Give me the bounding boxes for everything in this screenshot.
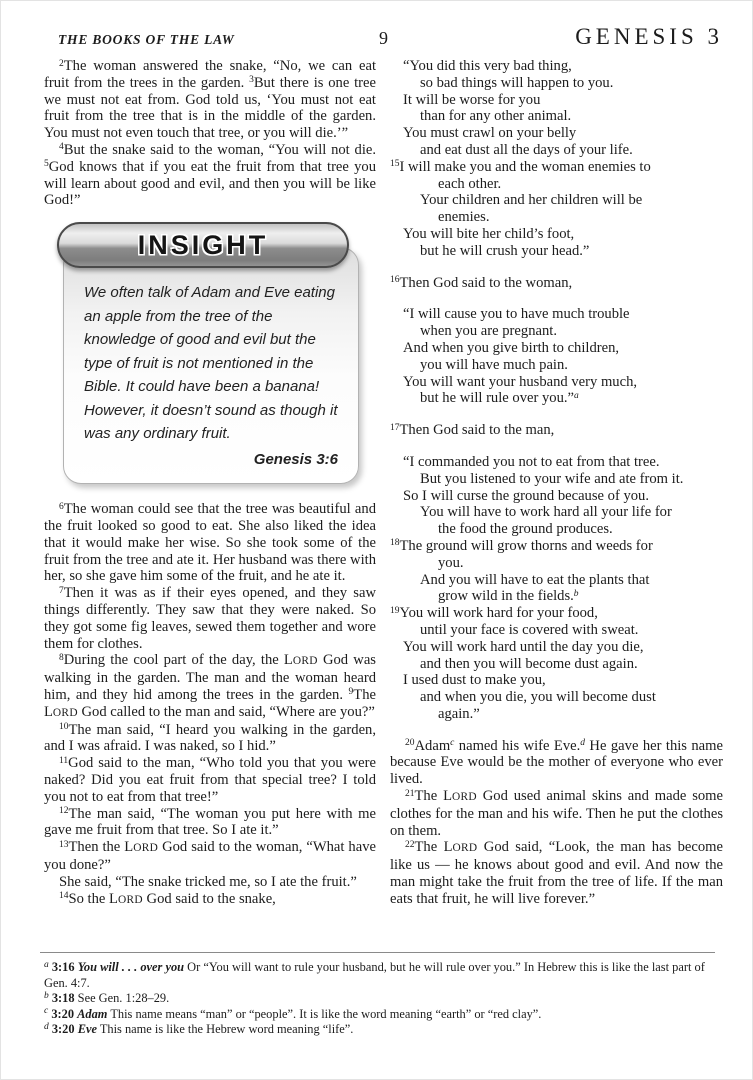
- poetry-block: [390, 454, 723, 723]
- footnote-list: [44, 960, 715, 1038]
- poetry-line: you.: [438, 554, 464, 571]
- poetry-line: You must crawl on your belly: [403, 125, 577, 142]
- verse-number: 13: [59, 839, 69, 850]
- verse-paragraph: $^{13}$Then the LORD God said to the woman, “What have you done?”: [44, 839, 376, 873]
- poetry-line: each other.: [438, 175, 502, 192]
- poetry-line: so bad things will happen to you.: [420, 74, 614, 91]
- poetry-line: $^{18}$The ground will grow thorns and weeds for: [390, 537, 653, 554]
- verse-number: 14: [59, 891, 69, 901]
- footnote: $^b$ 3:18 See Gen. 1:28–29.: [44, 990, 170, 1006]
- poetry-line: enemies.: [438, 209, 490, 226]
- footnote-ref: c: [450, 738, 455, 749]
- verse-paragraph: $^6$The woman could see that the tree was beautiful and the fruit looked so good to eat. She also liked the idea that it would make her wise. So she took some of the fruit from the tree and ate it. Her husband was there with her, so she gave him some of the fruit, and he ate it.: [44, 501, 376, 585]
- verse-number: 11: [59, 755, 69, 766]
- footnote-letter: b: [44, 990, 49, 1001]
- footnote-term: Adam: [77, 1006, 108, 1021]
- poetry-line: and then you will become dust again.: [420, 655, 638, 672]
- lord-smallcaps: LORD: [443, 788, 477, 805]
- poetry-line: $^{15}$I will make you and the woman enemies to: [390, 158, 651, 175]
- verse-paragraph: She said, “The snake tricked me, so I ate the fruit.”: [59, 873, 357, 890]
- footnote-term: Eve: [77, 1022, 97, 1037]
- stanza-spacer: [390, 723, 723, 738]
- footnotes-section: [40, 952, 715, 1038]
- poetry-line: “I commanded you not to eat from that tree.: [403, 453, 660, 470]
- verse-paragraph: $^{11}$God said to the man, “Who told you that you were naked? Did you eat fruit from that special tree? I told you not to eat from that tree!”: [44, 755, 376, 805]
- lord-smallcaps: LORD: [443, 839, 478, 856]
- verses-after-insight: [44, 501, 376, 908]
- poetry-line: Your children and her children will be: [420, 192, 643, 209]
- poetry-line: You will have to work hard all your life for: [420, 504, 672, 521]
- verse-number: 10: [59, 722, 69, 733]
- footnote: $^a$ 3:16 You will . . . over you Or “You will want to rule your husband, but he will rule over you.” In Hebrew this is like the last part of Gen. 4:7.: [44, 959, 705, 990]
- stanza-spacer: [390, 407, 723, 422]
- footnote-ref: b: [573, 588, 579, 599]
- left-column: [44, 58, 376, 952]
- poetry-line: when you are pregnant.: [420, 323, 557, 340]
- poetry-line: You will work hard until the day you die,: [403, 638, 644, 655]
- footnote-letter: a: [44, 959, 49, 970]
- verse-paragraph: $^{14}$So the LORD God said to the snake,: [59, 890, 276, 907]
- verse-number: 15: [390, 159, 400, 170]
- poetry-line: you will have much pain.: [420, 356, 568, 373]
- poetry-line: and eat dust all the days of your life.: [420, 141, 633, 158]
- page-header: [44, 24, 723, 54]
- lord-smallcaps: LORD: [124, 839, 159, 856]
- verse-paragraph: $^4$But the snake said to the woman, “You will not die. $^5$God knows that if you eat the fruit from that tree you will learn about good and evil, and then you will be like God!”: [44, 141, 376, 209]
- stanza-spacer: [390, 439, 723, 454]
- verse-paragraph: $^{20}$Adam$^c$ named his wife Eve.$^d$ He gave her this name because Eve would be the mother of everyone who ever lived.: [390, 737, 723, 788]
- verse-number: 12: [59, 806, 69, 817]
- insight-reference: Genesis 3:6: [253, 450, 338, 468]
- insight-title: INSIGHT: [137, 229, 269, 260]
- footnote: $^d$ 3:20 Eve This name is like the Hebrew word meaning “life”.: [44, 1021, 354, 1037]
- verse-paragraph: $^{12}$The man said, “The woman you put here with me gave me fruit from that tree. So I ate it.”: [44, 805, 376, 839]
- lord-smallcaps: LORD: [109, 890, 143, 907]
- poetry-line: $^{16}$Then God said to the woman,: [390, 274, 573, 291]
- footnote-ref: d: [580, 738, 586, 749]
- poetry-block: [390, 306, 723, 407]
- poetry-line: And when you give birth to children,: [403, 339, 620, 356]
- footnote-verse-ref: 3:18: [51, 991, 75, 1006]
- verse-paragraph: $^2$The woman answered the snake, “No, we can eat fruit from the trees in the garden. $^3$But there is one tree we must not eat from. God told us, ‘You must not eat fruit from the tree that is in the middle of the garden. You must not even touch that tree, or you will die.’”: [44, 58, 376, 142]
- verse-number: 16: [390, 275, 400, 286]
- poetry-line: the food the ground produces.: [438, 521, 613, 538]
- poetry-line: but he will rule over you.”$^a$: [420, 390, 579, 407]
- poetry-line: but he will crush your head.”: [420, 242, 590, 259]
- poetry-line: than for any other animal.: [420, 108, 572, 125]
- poetry-line: “You did this very bad thing,: [403, 58, 572, 74]
- poetry-line: I used dust to make you,: [403, 672, 546, 689]
- poetry-line: “I will cause you to have much trouble: [403, 306, 630, 323]
- insight-title-pill: [57, 222, 349, 268]
- verses-before-insight: [44, 58, 376, 209]
- verse-number: 5: [44, 159, 49, 170]
- right-column: [390, 58, 723, 952]
- chapter-heading: GENESIS 3: [575, 24, 723, 49]
- poetry-line: and when you die, you will become dust: [420, 689, 656, 706]
- poetry-line: You will bite her child’s foot,: [403, 225, 575, 242]
- verse-number: 22: [405, 839, 415, 850]
- verse-paragraph: $^{21}$The LORD God used animal skins and made some clothes for the man and his wife. Then he put the clothes on them.: [390, 788, 723, 839]
- verse-number: 9: [348, 687, 354, 698]
- poetry-line: So I will curse the ground because of you.: [403, 487, 650, 504]
- verse-number: 21: [405, 788, 415, 799]
- poetry-block: [390, 275, 723, 292]
- verse-number: 7: [59, 585, 64, 596]
- poetry-line: But you listened to your wife and ate from it.: [420, 470, 684, 487]
- stanza-spacer: [390, 291, 723, 306]
- verse-number: 2: [59, 58, 64, 69]
- lord-smallcaps: LORD: [44, 703, 78, 720]
- poetry-line: grow wild in the fields.$^b$: [438, 588, 579, 605]
- poetry-line: You will want your husband very much,: [403, 373, 638, 390]
- lord-smallcaps: LORD: [283, 652, 318, 669]
- two-column-text: [44, 58, 723, 952]
- poetry-line: It will be worse for you: [403, 91, 541, 108]
- verse-paragraph: $^{10}$The man said, “I heard you walking in the garden, and I was afraid. I was naked, so I hid.”: [44, 721, 376, 755]
- poetry-block: [390, 58, 723, 260]
- poetry-block: [390, 422, 723, 439]
- verse-number: 6: [59, 501, 64, 512]
- footnote-letter: c: [44, 1006, 49, 1017]
- page-number: 9: [379, 28, 388, 48]
- verse-paragraph: $^8$During the cool part of the day, the LORD God was walking in the garden. The man and the woman heard him, and they hid among the trees in the garden. $^9$The LORD God called to the man and said, “Where are you?”: [44, 652, 376, 720]
- verse-number: 3: [249, 75, 254, 86]
- running-head: THE BOOKS OF THE LAW: [58, 32, 235, 47]
- footnote-verse-ref: 3:20: [51, 1006, 75, 1021]
- footnote-letter: d: [44, 1021, 49, 1032]
- verse-number: 4: [59, 142, 64, 153]
- verse-number: 17: [390, 422, 400, 433]
- footnote-ref: a: [574, 390, 579, 401]
- poetry-line: And you will have to eat the plants that: [420, 571, 650, 588]
- verse-number: 20: [405, 738, 415, 749]
- verse-number: 18: [390, 538, 400, 549]
- poetry-line: until your face is covered with sweat.: [420, 621, 639, 638]
- footnote-term: You will . . . over you: [77, 960, 185, 974]
- poetry-line: $^{17}$Then God said to the man,: [390, 422, 555, 439]
- insight-box: [57, 222, 359, 484]
- footnote-verse-ref: 3:16: [51, 960, 75, 974]
- verse-number: 19: [390, 605, 400, 616]
- footnote-verse-ref: 3:20: [51, 1022, 75, 1037]
- stanza-spacer: [390, 260, 723, 275]
- poetry-line: $^{19}$You will work hard for your food,: [390, 605, 598, 622]
- poetry-line: again.”: [438, 705, 480, 722]
- insight-body: [63, 247, 359, 484]
- verse-number: 8: [59, 652, 64, 663]
- verse-paragraph: $^7$Then it was as if their eyes opened, and they saw things differently. They saw that they were naked. So they got some fig leaves, sewed them together and wore them for clothes.: [44, 585, 376, 652]
- verse-paragraph: $^{22}$The LORD God said, “Look, the man has become like us — he knows about good and evil. And now the man might take the fruit from the tree of life. If the man eats that fruit, he will live forever.”: [390, 839, 723, 907]
- footnote: $^c$ 3:20 Adam This name means “man” or “people”. It is like the word meaning “earth” or “red clay”.: [44, 1006, 542, 1021]
- insight-text: We often talk of Adam and Eve eating an apple from the tree of the knowledge of good and evil but the type of fruit is not mentioned in the Bible. It could have been a banana! However, it doesn’t sound as though it was any ordinary fruit.: [84, 284, 338, 443]
